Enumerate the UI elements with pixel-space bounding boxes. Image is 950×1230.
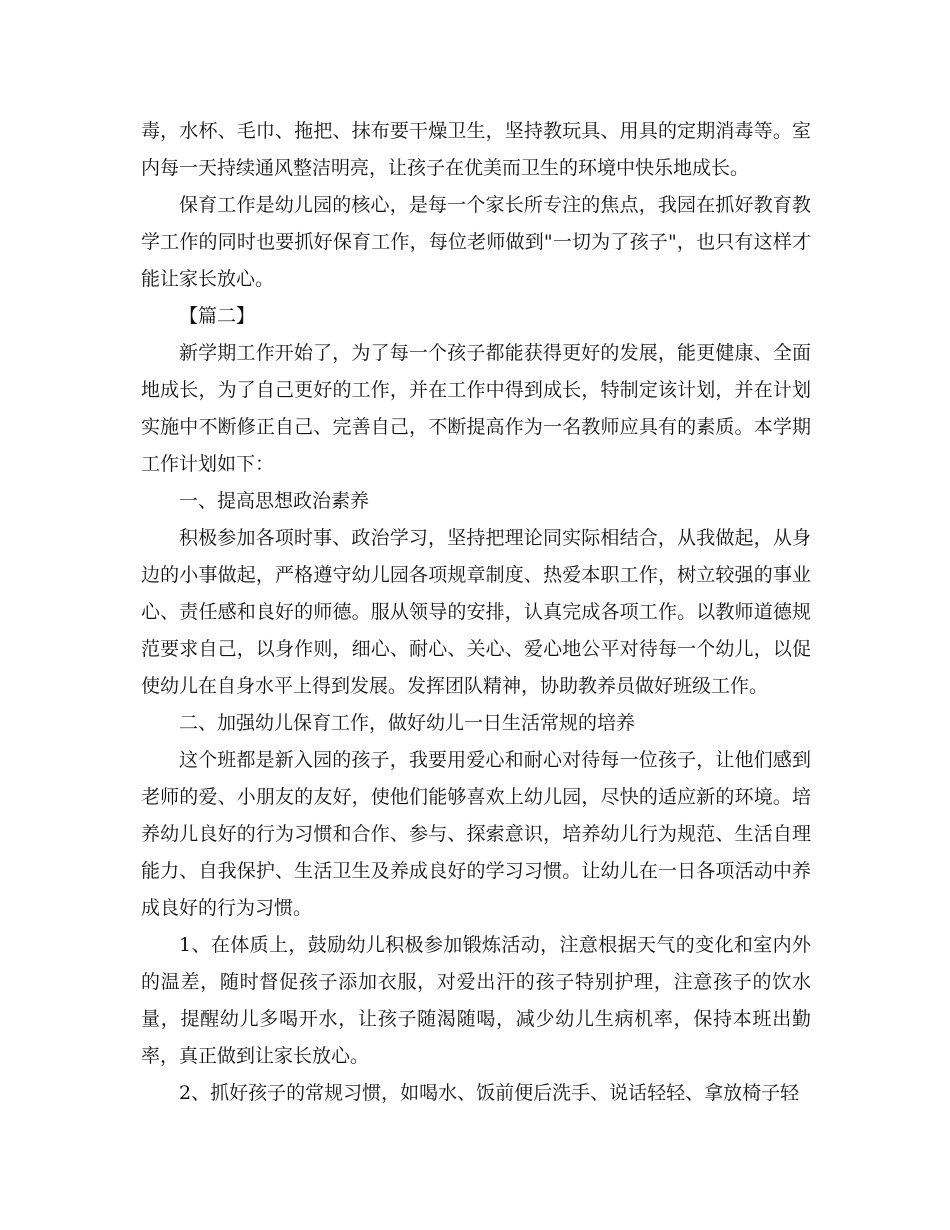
paragraph-political-study: 积极参加各项时事、政治学习，坚持把理论同实际相结合，从我做起，从身边的小事做起，严格遵守幼儿园各项规章制度、热爱本职工作，树立较强的事业心、责任感和良好的师德。服从领导的安排，认真完成各项工作。以教师道德规范要求自己，以身作则，细心、耐心、关心、爱心地公平对待每一个幼儿，以促使幼儿在自身水平上得到发展。发挥团队精神，协助教养员做好班级工作。 xyxy=(141,527,811,697)
paragraph-nursing-core: 保育工作是幼儿园的核心，是每一个家长所专注的焦点，我园在抓好教育教学工作的同时也要抓好保育工作，每位老师做到"一切为了孩子"，也只有这样才能让家长放心。 xyxy=(141,194,811,290)
paragraph-new-children: 这个班都是新入园的孩子，我要用爱心和耐心对待每一位孩子，让他们感到老师的爱、小朋友的友好，使他们能够喜欢上幼儿园，尽快的适应新的环境。培养幼儿良好的行为习惯和合作、参与、探索意识，培养幼儿行为规范、生活自理能力、自我保护、生活卫生及养成良好的学习习惯。让幼儿在一日各项活动中养成良好的行为习惯。 xyxy=(141,749,811,919)
heading-political-quality: 一、提高思想政治素养 xyxy=(179,490,370,512)
paragraph-item-2-habits: 2、抓好孩子的常规习惯，如喝水、饭前便后洗手、说话轻轻、拿放椅子轻 xyxy=(179,1082,800,1104)
paragraph-new-semester: 新学期工作开始了，为了每一个孩子都能获得更好的发展，能更健康、全面地成长，为了自己更好的工作，并在工作中得到成长，特制定该计划，并在计划实施中不断修正自己、完善自己，不断提高作为一名教师应具有的素质。本学期工作计划如下： xyxy=(141,342,811,475)
paragraph-item-1-physique: 1、在体质上，鼓励幼儿积极参加锻炼活动，注意根据天气的变化和室内外的温差，随时督促孩子添加衣服，对爱出汗的孩子特别护理，注意孩子的饮水量，提醒幼儿多喝开水，让孩子随渴随喝，减少幼儿生病机率，保持本班出勤率，真正做到让家长放心。 xyxy=(141,934,811,1067)
paragraph-continued: 毒，水杯、毛巾、拖把、抹布要干燥卫生，坚持教玩具、用具的定期消毒等。室内每一天持续通风整洁明亮，让孩子在优美而卫生的环境中快乐地成长。 xyxy=(141,120,811,179)
section-title-part-two: 【篇二】 xyxy=(179,305,256,327)
heading-child-care: 二、加强幼儿保育工作，做好幼儿一日生活常规的培养 xyxy=(179,712,636,734)
document-body xyxy=(141,113,811,1112)
